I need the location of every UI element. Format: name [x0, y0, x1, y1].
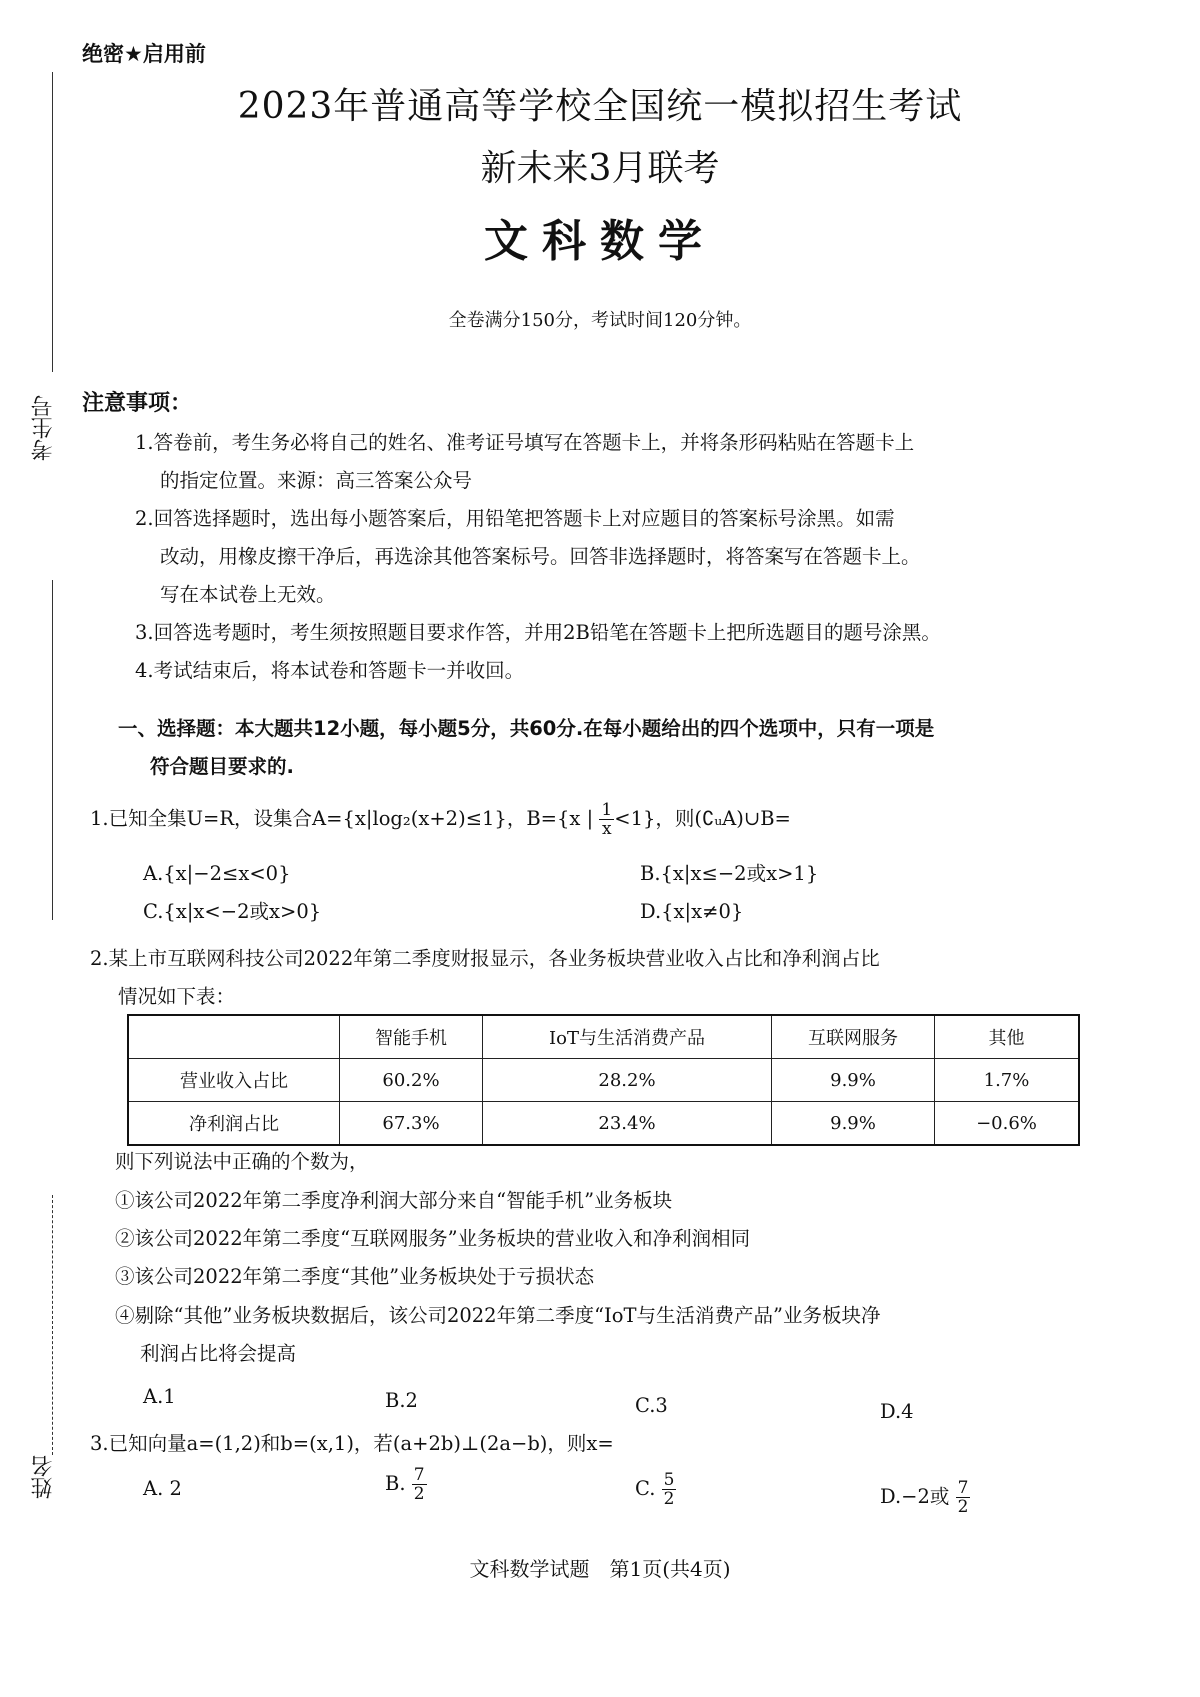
q3-option-c-den: 2 — [663, 1489, 675, 1509]
q1-fraction — [599, 801, 614, 838]
section-heading: 一、选择题：本大题共12小题，每小题5分，共60分.在每小题给出的四个选项中，只有一项是 — [118, 717, 935, 740]
q3-option-c-fraction — [662, 1471, 677, 1508]
table-header-cell: 智能手机 — [340, 1015, 483, 1059]
q3-option-d-label: D.−2或 — [880, 1485, 950, 1508]
q2-option-a: A.1 — [143, 1385, 176, 1408]
q2-option-b: B.2 — [385, 1389, 418, 1412]
subject-title: 文科数学 — [484, 216, 716, 267]
confidential-mark: 绝密★启用前 — [82, 42, 206, 66]
table-cell: 60.2% — [340, 1059, 483, 1102]
notice-line-3: 2.回答选择题时，选出每小题答案后，用铅笔把答题卡上对应题目的答案标号涂黑。如需 — [135, 507, 895, 530]
notice-line-6: 3.回答选考题时，考生须按照题目要求作答，并用2B铅笔在答题卡上把所选题目的题号涂黑。 — [135, 621, 941, 644]
q2-option-d: D.4 — [880, 1400, 914, 1423]
q2-statement-4-cont: 利润占比将会提高 — [140, 1342, 297, 1365]
page-footer: 文科数学试题 第1页(共4页) — [469, 1557, 731, 1581]
notice-line-4: 改动，用橡皮擦干净后，再选涂其他答案标号。回答非选择题时，将答案写在答题卡上。 — [160, 545, 921, 568]
score-info: 全卷满分150分，考试时间120分钟。 — [448, 310, 752, 331]
q2-option-c: C.3 — [635, 1394, 668, 1417]
question-2-stem: 2.某上市互联网科技公司2022年第二季度财报显示，各业务板块营业收入占比和净利润占比 — [90, 947, 880, 970]
table-cell: 23.4% — [483, 1102, 772, 1146]
q3-option-d-num: 7 — [957, 1478, 969, 1498]
revenue-profit-table — [127, 1014, 1080, 1146]
table-header-row — [128, 1015, 1079, 1059]
q3-option-c — [635, 1470, 676, 1508]
q3-option-b-num: 7 — [413, 1465, 425, 1485]
q3-option-d-den: 2 — [957, 1497, 969, 1517]
notice-title: 注意事项： — [82, 391, 193, 416]
q1-set-b-open: {x | — [557, 807, 594, 830]
question-1-stem — [90, 800, 791, 838]
name-label: 姓名 — [31, 1455, 56, 1499]
q3-option-a: A. 2 — [143, 1477, 182, 1500]
question-3-stem: 3.已知向量a=(1,2)和b=(x,1)，若(a+2b)⊥(2a−b)，则x= — [90, 1432, 614, 1455]
q1-stem-a: 1.已知全集U=R，设集合A={x|log₂(x+2)≤1}，B= — [90, 807, 558, 830]
notice-line-1: 1.答卷前，考生务必将自己的姓名、准考证号填写在答题卡上，并将条形码粘贴在答题卡上 — [135, 431, 915, 454]
q2-statement-1: ①该公司2022年第二季度净利润大部分来自“智能手机”业务板块 — [115, 1189, 673, 1212]
q1-frac-num: 1 — [601, 800, 613, 820]
q2-statement-4: ④剔除“其他”业务板块数据后，该公司2022年第二季度“IoT与生活消费产品”业务板块净 — [115, 1304, 881, 1327]
q1-option-c: C.{x|x<−2或x>0} — [143, 900, 322, 923]
margin-line-mid — [52, 580, 53, 920]
q3-option-c-num: 5 — [663, 1470, 675, 1490]
q2-statement-3: ③该公司2022年第二季度“其他”业务板块处于亏损状态 — [115, 1265, 595, 1288]
notice-line-7: 4.考试结束后，将本试卷和答题卡一并收回。 — [135, 659, 525, 682]
q3-option-b-label: B. — [385, 1472, 406, 1495]
exam-title: 2023年普通高等学校全国统一模拟招生考试 — [237, 86, 963, 127]
exam-number-label: 考生号 — [31, 395, 56, 461]
q1-option-a: A.{x|−2≤x<0} — [143, 862, 291, 885]
table-cell: 67.3% — [340, 1102, 483, 1146]
q1-option-d: D.{x|x≠0} — [640, 900, 744, 923]
q2-statement-2: ②该公司2022年第二季度“互联网服务”业务板块的营业收入和净利润相同 — [115, 1227, 751, 1250]
q3-option-b-den: 2 — [413, 1484, 425, 1504]
q1-set-b-close: <1} — [614, 807, 656, 830]
table-header-cell: 互联网服务 — [772, 1015, 935, 1059]
margin-line-bottom — [52, 1195, 53, 1455]
section-heading-cont: 符合题目要求的. — [150, 755, 294, 778]
table-cell: −0.6% — [935, 1102, 1080, 1146]
table-cell: 9.9% — [772, 1102, 935, 1146]
table-header-cell: 其他 — [935, 1015, 1080, 1059]
q1-option-b: B.{x|x≤−2或x>1} — [640, 862, 819, 885]
exam-subtitle: 新未来3月联考 — [480, 148, 720, 189]
q2-prompt: 则下列说法中正确的个数为， — [115, 1150, 369, 1173]
q3-option-b-fraction — [412, 1466, 427, 1503]
table-row — [128, 1102, 1079, 1146]
table-row — [128, 1059, 1079, 1102]
question-2-stem-cont: 情况如下表： — [118, 985, 236, 1008]
table-cell: 9.9% — [772, 1059, 935, 1102]
table-cell: 28.2% — [483, 1059, 772, 1102]
q3-option-d — [880, 1478, 970, 1516]
q1-stem-b: ，则(∁ᵤA)∪B= — [655, 807, 791, 830]
notice-line-2: 的指定位置。来源：高三答案公众号 — [160, 469, 473, 492]
q3-option-d-fraction — [956, 1479, 971, 1516]
table-cell: 1.7% — [935, 1059, 1080, 1102]
table-cell: 营业收入占比 — [128, 1059, 340, 1102]
table-header-cell: IoT与生活消费产品 — [483, 1015, 772, 1059]
table-header-cell — [128, 1015, 340, 1059]
q1-frac-den: x — [602, 819, 612, 839]
q3-option-b — [385, 1465, 427, 1503]
table-cell: 净利润占比 — [128, 1102, 340, 1146]
notice-line-5: 写在本试卷上无效。 — [160, 583, 336, 606]
q3-option-c-label: C. — [635, 1477, 656, 1500]
